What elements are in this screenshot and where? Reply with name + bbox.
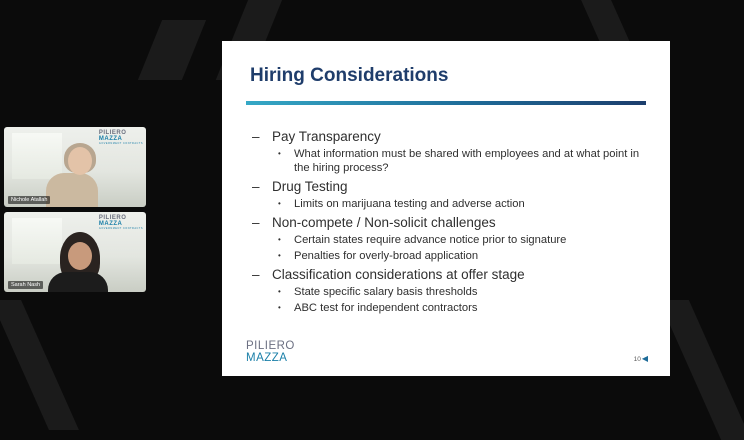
participant-name-label: Nichole Atallah	[8, 196, 50, 204]
bullet-item: • State specific salary basis thresholds	[278, 286, 478, 298]
background-stripe	[138, 20, 206, 80]
title-underline	[246, 101, 646, 105]
slide-page-number: 10◀	[633, 354, 648, 363]
participant-face	[68, 242, 92, 270]
video-tile-participant-1[interactable]	[4, 127, 146, 207]
firm-logo: PILIERO MAZZA GOVERNMENT CONTRACTS	[98, 130, 143, 145]
bullet-item: • ABC test for independent contractors	[278, 302, 478, 314]
participant-name-label: Sarah Nash	[8, 281, 43, 289]
background-stripe	[0, 300, 79, 430]
bullet-item: • Certain states require advance notice prior to signature	[278, 234, 567, 246]
firm-logo: PILIERO MAZZA GOVERNMENT CONTRACTS	[98, 215, 143, 230]
video-tile-participant-2[interactable]	[4, 212, 146, 292]
page-marker-icon: ◀	[641, 354, 648, 363]
presentation-slide	[222, 41, 670, 376]
slide-bullet-list	[252, 125, 650, 315]
background-window	[12, 133, 62, 179]
background-stripe	[659, 300, 744, 440]
participant-face	[68, 147, 92, 175]
background-window	[12, 218, 62, 264]
bullet-heading: – Pay Transparency	[252, 129, 381, 144]
bullet-heading: – Classification considerations at offer stage	[252, 267, 525, 282]
bullet-heading: – Drug Testing	[252, 179, 348, 194]
bullet-item: • Limits on marijuana testing and adverse action	[278, 198, 525, 210]
bullet-item: • Penalties for overly-broad application	[278, 250, 479, 262]
firm-logo: PILIERO MAZZA	[246, 340, 295, 364]
participant-body	[46, 173, 98, 207]
bullet-item: • What information must be shared with employees and at what point in the hiring process?	[278, 148, 640, 174]
slide-title: Hiring Considerations	[250, 65, 449, 86]
bullet-heading: – Non-compete / Non-solicit challenges	[252, 215, 496, 230]
participant-body	[48, 272, 108, 292]
